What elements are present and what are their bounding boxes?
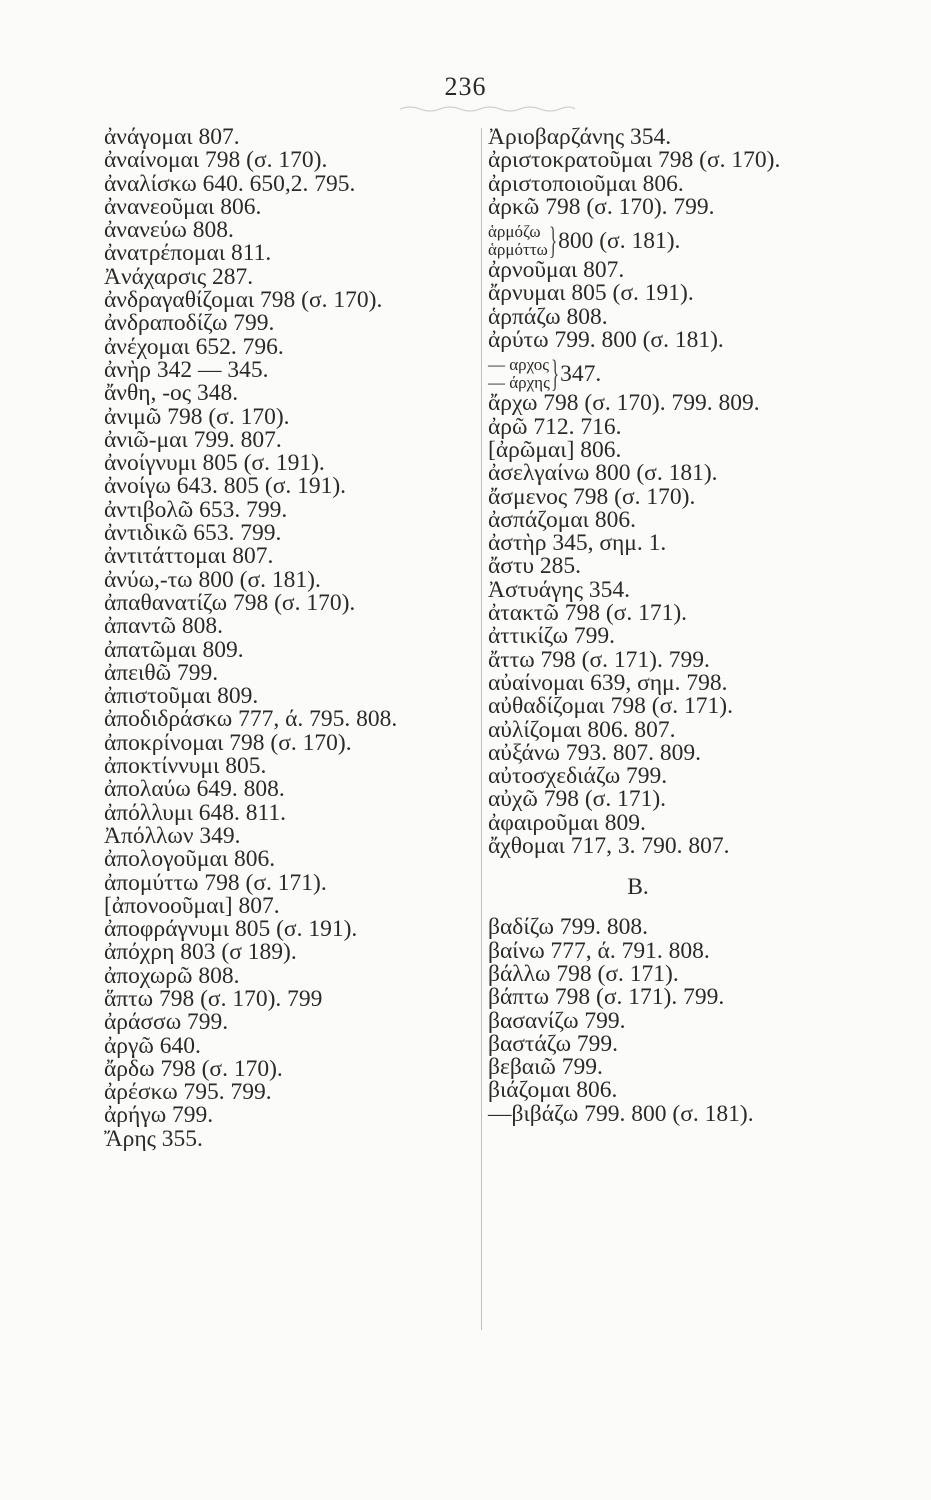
index-entry: ἀρῶ 712. 716. (488, 413, 622, 440)
index-entry: ἀράσσω 799. (104, 1009, 229, 1036)
index-entry: ἁρπάζω 808. (488, 303, 608, 330)
index-entry: αὐλίζομαι 806. 807. (488, 716, 676, 743)
index-entry: ἀριστοποιοῦμαι 806. (488, 170, 684, 197)
index-entry: ἄρνυμαι 805 (σ. 191). (488, 280, 694, 307)
index-entry: ἄττω 798 (σ. 171). 799. (488, 646, 710, 673)
index-entry: ἀρκῶ 798 (σ. 170). 799. (488, 193, 715, 220)
index-entry: ἀνανεύω 808. (104, 217, 234, 244)
index-entry: αὐθαδίζομαι 798 (σ. 171). (488, 693, 733, 720)
index-entry: ἀποκρίνομαι 798 (σ. 170). (104, 729, 352, 756)
index-entry: ἀναλίσκω 640. 650,2. 795. (104, 170, 356, 197)
index-entry: ἀσελγαίνω 800 (σ. 181). (488, 460, 718, 487)
index-entry: βαστάζω 799. (488, 1030, 619, 1057)
index-entry: ἀστὴρ 345, σημ. 1. (488, 530, 667, 557)
index-entry: ἀπαντῶ 808. (104, 613, 224, 640)
brace-entry-archos (488, 352, 908, 396)
index-entry: βεβαιῶ 799. (488, 1054, 603, 1081)
index-entry: ἄστυ 285. (488, 553, 582, 580)
brace-line: — αρχος (488, 355, 550, 375)
index-entry: [ἀρῶμαι] 806. (488, 436, 622, 463)
index-entry: ἀναίνομαι 798 (σ. 170). (104, 147, 328, 174)
index-entry: ἀντιδικῶ 653. 799. (104, 520, 282, 547)
index-entry: ἀρήγω 799. (104, 1102, 214, 1129)
column-divider (481, 128, 482, 1330)
index-entry: αὐτοσχεδιάζω 799. (488, 763, 668, 790)
index-entry: ἀττικίζω 799. (488, 623, 616, 650)
index-entry: ἀνάγομαι 807. (104, 124, 240, 150)
index-entry: ἀπαθανατίζω 798 (σ. 170). (104, 589, 356, 616)
index-entry: ἀρύτω 799. 800 (σ. 181). (488, 327, 724, 354)
header-ornament (400, 104, 575, 114)
index-entry: ἀπολογοῦμαι 806. (104, 846, 276, 873)
index-entry: Ἀνάχαρσις 287. (104, 263, 254, 290)
index-entry: ἄσμενος 798 (σ. 170). (488, 483, 696, 510)
index-entry: ἄρχω 798 (σ. 170). 799. 809. (488, 390, 760, 417)
index-entry: ἅπτω 798 (σ. 170). 799 (104, 985, 323, 1012)
index-entry: ἀφαιροῦμαι 809. (488, 809, 646, 836)
brace-line: ἁρμόζω (488, 222, 541, 242)
index-entry: ἄχθομαι 717, 3. 790. 807. (488, 833, 730, 860)
index-entry: ἀνὴρ 342 — 345. (104, 356, 269, 383)
index-entry: ἀνιῶ-μαι 799. 807. (104, 426, 282, 453)
index-entry: ἀνδραποδίζω 799. (104, 310, 275, 337)
index-entry: ἄνθη, -ος 348. (104, 380, 239, 407)
index-entry: ἀπόλλυμι 648. 811. (104, 799, 286, 826)
index-entry: ἀριστοκρατοῦμαι 798 (σ. 170). (488, 147, 781, 174)
index-entry: ἄρδω 798 (σ. 170). (104, 1055, 283, 1082)
index-entry: ἀνδραγαθίζομαι 798 (σ. 170). (104, 287, 383, 314)
index-entry: ἀντιτάττομαι 807. (104, 543, 274, 570)
index-entry: βαίνω 777, ά. 791. 808. (488, 937, 710, 964)
index-entry: ἀποδιδράσκω 777, ά. 795. 808. (104, 706, 398, 733)
index-entry: Ἀριοβαρζάνης 354. (488, 124, 672, 150)
index-entry: αὐχῶ 798 (σ. 171). (488, 786, 667, 813)
index-entry: ἀπειθῶ 799. (104, 659, 219, 686)
index-entry: ἀνοίγω 643. 805 (σ. 191). (104, 473, 347, 500)
index-entry: βιάζομαι 806. (488, 1077, 618, 1104)
index-entry: ἀνατρέπομαι 811. (104, 240, 272, 267)
index-entry: ἀντιβολῶ 653. 799. (104, 496, 288, 523)
brace-reference: 800 (σ. 181). (558, 227, 681, 254)
brace-line: ἁρμόττω (488, 240, 548, 260)
index-entry: [ἀπονοοῦμαι] 807. (104, 892, 280, 919)
brace-reference: 347. (560, 360, 602, 387)
index-entry: ἀποφράγνυμι 805 (σ. 191). (104, 916, 358, 943)
index-entry: Ἀπόλλων 349. (104, 822, 241, 849)
brace-entry-harmozo (488, 219, 908, 263)
index-entry: ἀρέσκω 795. 799. (104, 1079, 272, 1106)
index-entry: ἀνιμῶ 798 (σ. 170). (104, 403, 290, 430)
index-entry: βάπτω 798 (σ. 171). 799. (488, 984, 725, 1011)
brace-line: — άρχης (488, 373, 550, 393)
index-entry: αὐξάνω 793. 807. 809. (488, 739, 701, 766)
index-entry: ἀργῶ 640. (104, 1032, 201, 1059)
index-entry: ἀπομύττω 798 (σ. 171). (104, 869, 327, 896)
index-entry: Ἄρης 355. (104, 1125, 203, 1152)
index-entry: ἀνοίγνυμι 805 (σ. 191). (104, 450, 325, 477)
index-entry: ἀποχωρῶ 808. (104, 962, 240, 989)
index-entry: ἀσπάζομαι 806. (488, 506, 636, 533)
index-entry: ἀπόχρη 803 (σ 189). (104, 939, 297, 966)
brace-symbol: } (550, 353, 560, 396)
index-entry: ἀνέχομαι 652. 796. (104, 333, 284, 360)
index-entry: ἀποκτίννυμι 805. (104, 753, 267, 780)
index-entry: βαδίζω 799. 808. (488, 914, 649, 941)
brace-symbol: } (548, 220, 558, 263)
right-column (488, 126, 908, 1126)
index-entry: ἀνύω,-τω 800 (σ. 181). (104, 566, 321, 593)
left-column (104, 126, 474, 1151)
index-entry: Ἀστυάγης 354. (488, 576, 631, 603)
index-entry: ἀτακτῶ 798 (σ. 171). (488, 600, 688, 627)
index-entry: βάλλω 798 (σ. 171). (488, 960, 679, 987)
index-entry: ἀρνοῦμαι 807. (488, 257, 625, 284)
index-entry: ἀπολαύω 649. 808. (104, 776, 285, 803)
index-entry: ἀπατῶμαι 809. (104, 636, 244, 663)
page-number: 236 (444, 72, 487, 101)
index-entry: ἀπιστοῦμαι 809. (104, 683, 259, 710)
section-heading-b: B. (627, 874, 649, 901)
index-entry: αὐαίνομαι 639, σημ. 798. (488, 669, 728, 696)
index-entry: ἀνανεοῦμαι 806. (104, 193, 262, 220)
index-entry: —βιβάζω 799. 800 (σ. 181). (488, 1100, 754, 1127)
index-entry: βασανίζω 799. (488, 1007, 626, 1034)
